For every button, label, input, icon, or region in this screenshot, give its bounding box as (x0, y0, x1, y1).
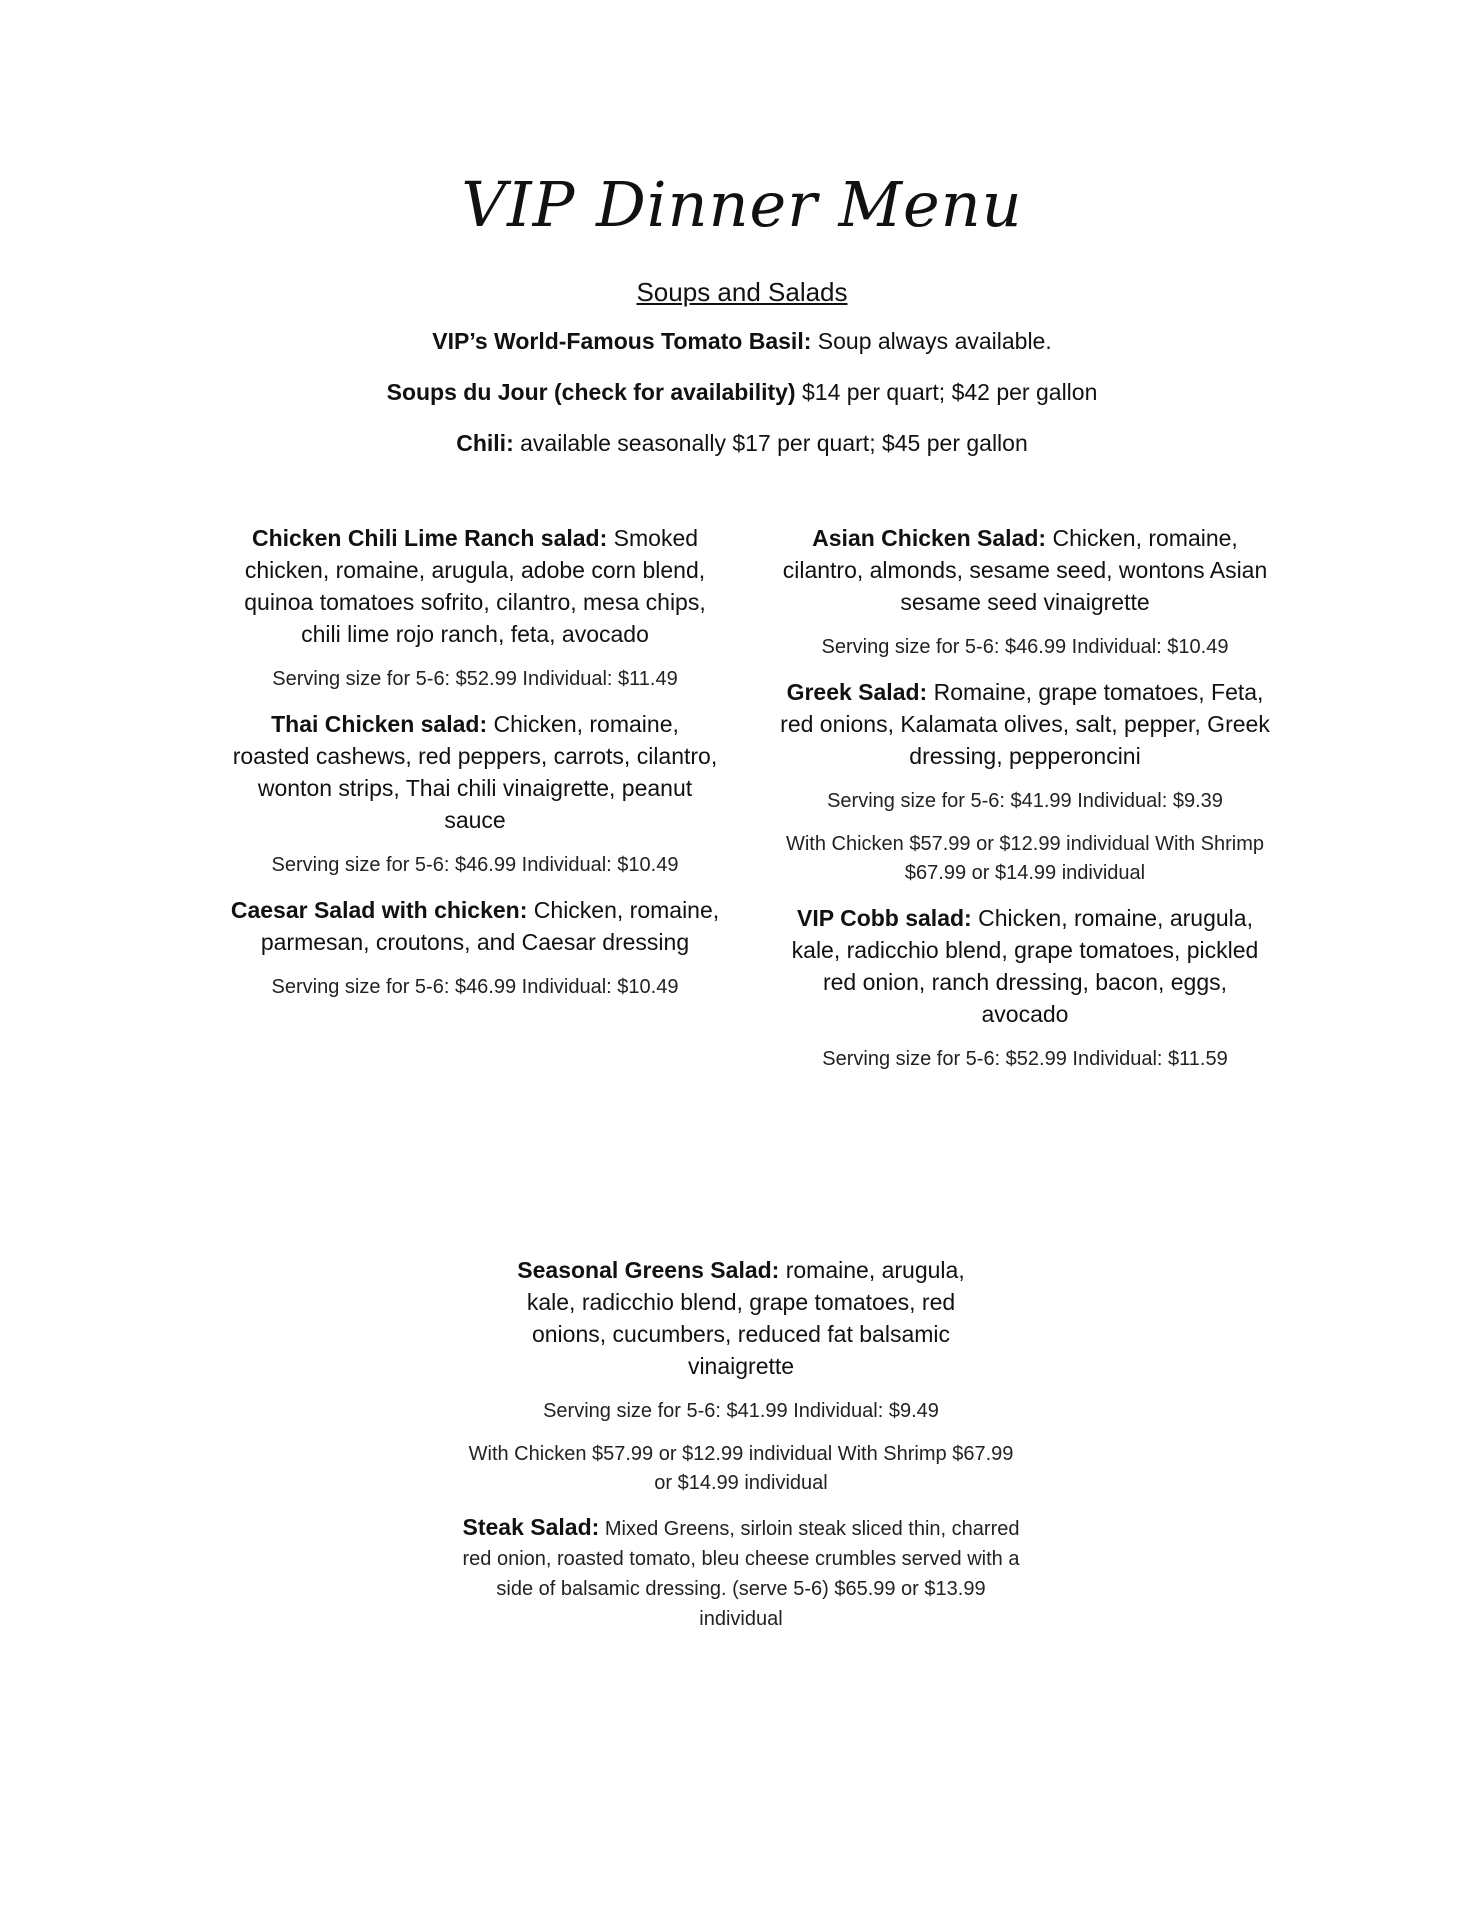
salad-item (780, 902, 1270, 1030)
soup-item (0, 430, 1484, 457)
salad-item (230, 522, 720, 650)
salad-name: Thai Chicken salad: (271, 711, 488, 737)
serving-price: Serving size for 5-6: $52.99 Individual: $11.59 (822, 1048, 1228, 1070)
center-salad-column (460, 1254, 1022, 1634)
salad-item (230, 708, 720, 836)
soup-item (0, 328, 1484, 355)
salad-name: VIP Cobb salad: (797, 905, 972, 931)
soup-name: VIP’s World-Famous Tomato Basil: (432, 328, 812, 354)
menu-title: VIP Dinner Menu (461, 168, 1023, 241)
salad-desc: Chicken, romaine, roasted cashews, red peppers, carrots, cilantro, wonton strips, Thai chili vinaigrette, peanut sauce (232, 711, 718, 833)
salad-item (460, 1254, 1022, 1382)
left-salad-column (230, 522, 720, 1016)
soup-name: Soups du Jour (check for availability) (386, 379, 796, 405)
salad-desc: romaine, arugula, kale, radicchio blend, grape tomatoes, red onions, cucumbers, reduced fat balsamic vinaigrette (526, 1257, 965, 1379)
salad-item (230, 894, 720, 958)
salad-name: Steak Salad: (462, 1514, 600, 1540)
right-salad-column (780, 522, 1270, 1088)
salad-desc: Romaine, grape tomatoes, Feta, red onions, Kalamata olives, salt, pepper, Greek dressing, pepperoncini (780, 679, 1270, 769)
protein-addon-price: With Chicken $57.99 or $12.99 individual With Shrimp $67.99 or $14.99 individual (468, 1443, 1014, 1494)
serving-price: Serving size for 5-6: $46.99 Individual: $10.49 (271, 854, 679, 876)
section-heading: Soups and Salads (636, 277, 848, 307)
salad-name: Chicken Chili Lime Ranch salad: (251, 525, 608, 551)
salad-desc: Chicken, romaine, parmesan, croutons, and Caesar dressing (260, 897, 720, 955)
serving-price: Serving size for 5-6: $46.99 Individual: $10.49 (271, 976, 679, 998)
soup-name: Chili: (456, 430, 514, 456)
serving-price: Serving size for 5-6: $46.99 Individual: $10.49 (821, 636, 1229, 658)
protein-addon-price: With Chicken $57.99 or $12.99 individual With Shrimp $67.99 or $14.99 individual (785, 833, 1265, 884)
salad-desc: Chicken, romaine, arugula, kale, radicchio blend, grape tomatoes, pickled red onion, ranch dressing, bacon, eggs, avocado (791, 905, 1259, 1027)
salad-item (460, 1512, 1022, 1634)
salad-desc: Smoked chicken, romaine, arugula, adobe corn blend, quinoa tomatoes sofrito, cilantro, mesa chips, chili lime rojo ranch, feta, avocado (244, 525, 706, 647)
serving-price: Serving size for 5-6: $41.99 Individual: $9.39 (827, 790, 1223, 812)
soup-desc: $14 per quart; $42 per gallon (795, 379, 1098, 405)
soup-item (0, 379, 1484, 406)
salad-name: Greek Salad: (786, 679, 928, 705)
salad-name: Asian Chicken Salad: (812, 525, 1047, 551)
serving-price: Serving size for 5-6: $41.99 Individual: $9.49 (543, 1400, 939, 1422)
salad-desc: Mixed Greens, sirloin steak sliced thin, charred red onion, roasted tomato, bleu cheese crumbles served with a side of balsamic dressing. (serve 5-6) $65.99 or $13.99 individual (462, 1518, 1020, 1630)
salad-desc: Chicken, romaine, cilantro, almonds, sesame seed, wontons Asian sesame seed vinaigrette (782, 525, 1268, 615)
salad-name: Caesar Salad with chicken: (230, 897, 528, 923)
serving-price: Serving size for 5-6: $52.99 Individual: $11.49 (272, 668, 678, 690)
soup-desc: available seasonally $17 per quart; $45 per gallon (513, 430, 1028, 456)
salad-item (780, 522, 1270, 618)
soup-desc: Soup always available. (811, 328, 1052, 354)
salad-item (780, 676, 1270, 772)
salad-name: Seasonal Greens Salad: (517, 1257, 780, 1283)
